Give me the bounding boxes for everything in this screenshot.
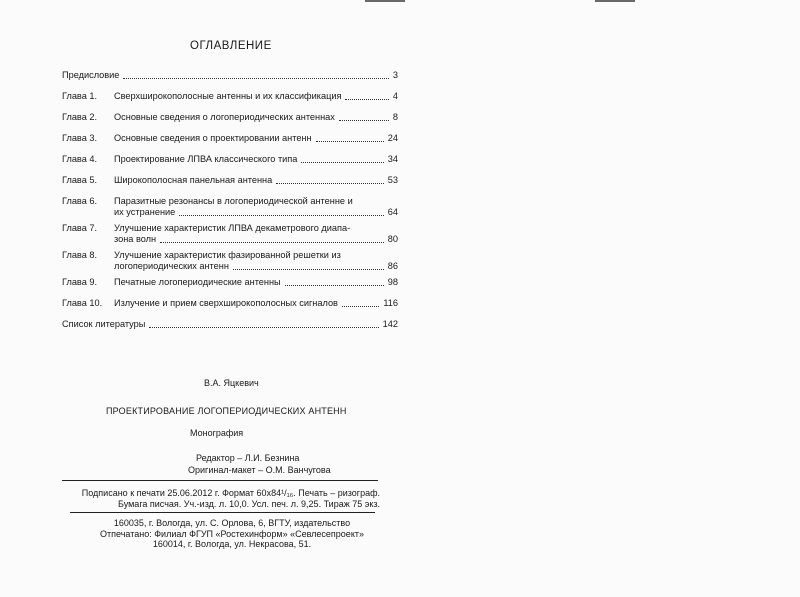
toc-row-label: Глава 2. — [62, 112, 98, 122]
toc-row-chapter-9 — [62, 277, 398, 298]
toc-row-text-continued: зона волн — [114, 234, 157, 244]
scan-artifact — [595, 0, 635, 2]
dot-leader — [301, 161, 383, 163]
toc-row-text: Печатные логопериодические антенны — [114, 277, 281, 287]
toc-row-chapter-4 — [62, 154, 398, 175]
scan-artifact — [365, 0, 405, 2]
dot-leader — [149, 326, 378, 328]
dot-leader — [345, 98, 388, 100]
publisher-address-line: 160035, г. Вологда, ул. С. Орлова, 6, ВГТУ, издательство — [113, 518, 351, 528]
toc-page-number: 24 — [387, 133, 398, 143]
publication-info — [60, 488, 380, 509]
divider-line — [70, 512, 375, 513]
toc-page-number: 86 — [387, 261, 398, 271]
toc-row-references — [62, 319, 398, 340]
toc-page-number: 3 — [392, 70, 398, 80]
toc-row-chapter-10 — [62, 298, 398, 319]
dot-leader — [285, 284, 384, 286]
toc-page-number: 98 — [387, 277, 398, 287]
dot-leader — [342, 305, 379, 307]
toc-row-text: Излучение и прием сверхширокополосных сигналов — [114, 298, 338, 308]
toc-row-text-continued: логопериодических антенн — [114, 261, 229, 271]
toc-row-label: Глава 5. — [62, 175, 98, 185]
toc-row-text: Основные сведения о логопериодических антеннах — [114, 112, 335, 122]
divider-line — [62, 480, 378, 481]
dot-leader — [179, 214, 383, 216]
toc-row-label: Глава 8. — [62, 250, 98, 260]
toc-row-text: Сверхширокополосные антенны и их классификация — [114, 91, 342, 101]
signed-to-print-line: Подписано к печати 25.06.2012 г. Формат 60х84¹/₁₆. Печать – ризограф. — [81, 488, 380, 498]
toc-row-text: Паразитные резонансы в логопериодической антенне и — [114, 196, 353, 206]
toc-page-number: 80 — [387, 234, 398, 244]
toc-page-number: 116 — [383, 298, 398, 308]
toc-row-label: Глава 9. — [62, 277, 98, 287]
toc-page-number: 64 — [387, 207, 398, 217]
toc-row-chapter-7 — [62, 223, 398, 250]
editor-line: Редактор – Л.И. Безнина — [196, 453, 300, 463]
toc-row-text: Основные сведения о проектировании антенн — [114, 133, 312, 143]
toc-row-label: Глава 10. — [62, 298, 103, 308]
author-name: В.А. Яцкевич — [204, 378, 259, 388]
toc-row-label: Глава 3. — [62, 133, 98, 143]
toc-row-label: Глава 4. — [62, 154, 98, 164]
toc-page-number: 53 — [387, 175, 398, 185]
toc-page-number: 142 — [382, 319, 398, 329]
toc-row-text: Широкополосная панельная антенна — [114, 175, 273, 185]
book-type: Монография — [190, 428, 244, 438]
toc-page-number: 8 — [392, 112, 398, 122]
toc-row-preface — [62, 70, 398, 91]
layout-editor-line: Оригинал-макет – О.М. Ванчугова — [188, 465, 331, 475]
toc-row-chapter-8 — [62, 250, 398, 277]
toc-row-label: Список литературы — [62, 319, 146, 329]
dot-leader — [160, 241, 384, 243]
printer-address-line: 160014, г. Вологда, ул. Некрасова, 51. — [152, 539, 312, 549]
toc-row-chapter-1 — [62, 91, 398, 112]
toc-row-chapter-3 — [62, 133, 398, 154]
toc-row-chapter-5 — [62, 175, 398, 196]
toc-row-label: Глава 6. — [62, 196, 98, 206]
toc-title: ОГЛАВЛЕНИЕ — [190, 40, 272, 52]
toc-page-number: 4 — [392, 91, 398, 101]
toc-row-text: Улучшение характеристик ЛПВА декаметрового диапа- — [114, 223, 351, 233]
toc-row-label: Глава 7. — [62, 223, 98, 233]
book-title: ПРОЕКТИРОВАНИЕ ЛОГОПЕРИОДИЧЕСКИХ АНТЕНН — [106, 406, 347, 416]
dot-leader — [276, 182, 384, 184]
printer-line: Отпечатано: Филиал ФГУП «Ростехинформ» «Севлесепроект» — [100, 528, 364, 539]
toc-page-number: 34 — [387, 154, 398, 164]
dot-leader — [316, 140, 384, 142]
toc-row-text: Улучшение характеристик фазированной решетки из — [114, 250, 341, 260]
toc-row-text-continued: их устранение — [114, 207, 176, 217]
dot-leader — [233, 268, 384, 270]
dot-leader — [339, 119, 389, 121]
toc-row-chapter-6 — [62, 196, 398, 223]
toc-row-text: Проектирование ЛПВА классического типа — [114, 154, 298, 164]
dot-leader — [123, 77, 388, 79]
table-of-contents — [62, 70, 398, 340]
editors — [188, 452, 438, 476]
toc-row-label: Глава 1. — [62, 91, 98, 101]
toc-row-label: Предисловие — [62, 70, 120, 80]
toc-row-chapter-2 — [62, 112, 398, 133]
paper-info-line: Бумага писчая. Уч.-изд. л. 10,0. Усл. печ. л. 9,25. Тираж 75 экз. — [118, 498, 380, 509]
publisher-address — [82, 518, 382, 550]
